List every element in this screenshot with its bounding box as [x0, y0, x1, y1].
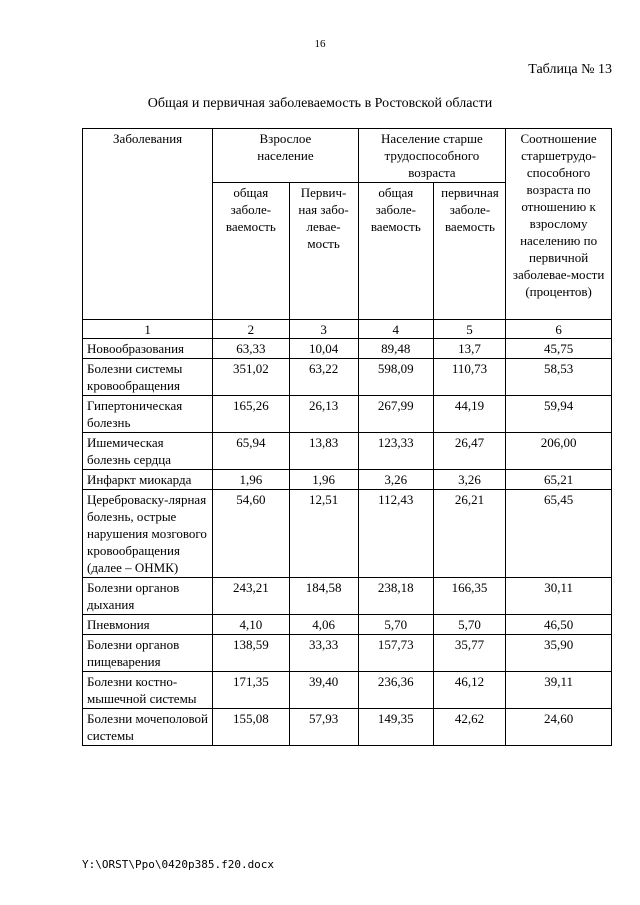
value-cell: 155,08 — [213, 709, 289, 746]
value-cell: 236,36 — [358, 672, 433, 709]
value-cell: 30,11 — [506, 578, 612, 615]
file-path-footer: Y:\ORST\Ppo\0420p385.f20.docx — [82, 858, 275, 871]
table-row — [83, 709, 612, 746]
value-cell: 26,21 — [433, 490, 505, 578]
column-number: 6 — [506, 320, 612, 339]
value-cell: 598,09 — [358, 359, 433, 396]
table-row — [83, 359, 612, 396]
value-cell: 1,96 — [213, 470, 289, 490]
value-cell: 89,48 — [358, 339, 433, 359]
value-cell: 138,59 — [213, 635, 289, 672]
value-cell: 206,00 — [506, 433, 612, 470]
disease-name-cell: Болезни органов дыхания — [83, 578, 213, 615]
value-cell: 10,04 — [289, 339, 358, 359]
table-row — [83, 490, 612, 578]
value-cell: 157,73 — [358, 635, 433, 672]
value-cell: 46,50 — [506, 615, 612, 635]
header-general-adult: общая заболе-ваемость — [213, 183, 289, 320]
value-cell: 110,73 — [433, 359, 505, 396]
value-cell: 33,33 — [289, 635, 358, 672]
header-ratio: Соотношение старшетрудо-способного возраста по отношению к взрослому населению по первичной заболевае-мости (процентов) — [506, 129, 612, 320]
table-row — [83, 433, 612, 470]
value-cell: 165,26 — [213, 396, 289, 433]
disease-name-cell: Болезни органов пищеварения — [83, 635, 213, 672]
page-number: 16 — [314, 38, 326, 50]
value-cell: 184,58 — [289, 578, 358, 615]
value-cell: 238,18 — [358, 578, 433, 615]
value-cell: 42,62 — [433, 709, 505, 746]
disease-name-cell: Инфаркт миокарда — [83, 470, 213, 490]
value-cell: 39,40 — [289, 672, 358, 709]
header-adult-group: Взрослое население — [213, 129, 358, 183]
table-label: Таблица № 13 — [528, 62, 612, 77]
value-cell: 26,47 — [433, 433, 505, 470]
morbidity-table — [82, 128, 612, 746]
value-cell: 65,21 — [506, 470, 612, 490]
disease-name-cell: Новообразования — [83, 339, 213, 359]
value-cell: 12,51 — [289, 490, 358, 578]
value-cell: 351,02 — [213, 359, 289, 396]
table-row — [83, 470, 612, 490]
value-cell: 243,21 — [213, 578, 289, 615]
table-row — [83, 672, 612, 709]
value-cell: 4,10 — [213, 615, 289, 635]
table-row — [83, 635, 612, 672]
header-general-elderly: общая заболе-ваемость — [358, 183, 433, 320]
value-cell: 63,33 — [213, 339, 289, 359]
value-cell: 24,60 — [506, 709, 612, 746]
table-row — [83, 578, 612, 615]
value-cell: 3,26 — [358, 470, 433, 490]
disease-name-cell: Цереброваску-лярная болезнь, острые нарушения мозгового кровообращения (далее – ОНМК) — [83, 490, 213, 578]
value-cell: 65,94 — [213, 433, 289, 470]
header-disease: Заболевания — [83, 129, 213, 320]
value-cell: 5,70 — [433, 615, 505, 635]
header-primary-adult: Первич-ная забо-левае-мость — [289, 183, 358, 320]
value-cell: 166,35 — [433, 578, 505, 615]
value-cell: 26,13 — [289, 396, 358, 433]
value-cell: 44,19 — [433, 396, 505, 433]
value-cell: 13,83 — [289, 433, 358, 470]
disease-name-cell: Болезни костно-мышечной системы — [83, 672, 213, 709]
column-number: 5 — [433, 320, 505, 339]
value-cell: 267,99 — [358, 396, 433, 433]
value-cell: 46,12 — [433, 672, 505, 709]
value-cell: 1,96 — [289, 470, 358, 490]
value-cell: 149,35 — [358, 709, 433, 746]
column-number-row — [83, 320, 612, 339]
header-elderly-group: Население старше трудоспособного возраста — [358, 129, 505, 183]
disease-name-cell: Гипертоническая болезнь — [83, 396, 213, 433]
value-cell: 57,93 — [289, 709, 358, 746]
disease-name-cell: Ишемическая болезнь сердца — [83, 433, 213, 470]
table-row — [83, 396, 612, 433]
value-cell: 65,45 — [506, 490, 612, 578]
column-number: 1 — [83, 320, 213, 339]
header-primary-elderly: первичная заболе-ваемость — [433, 183, 505, 320]
table-row — [83, 615, 612, 635]
value-cell: 58,53 — [506, 359, 612, 396]
value-cell: 4,06 — [289, 615, 358, 635]
value-cell: 45,75 — [506, 339, 612, 359]
value-cell: 13,7 — [433, 339, 505, 359]
value-cell: 171,35 — [213, 672, 289, 709]
column-number: 4 — [358, 320, 433, 339]
value-cell: 54,60 — [213, 490, 289, 578]
table-title: Общая и первичная заболеваемость в Ростовской области — [147, 96, 493, 111]
value-cell: 5,70 — [358, 615, 433, 635]
value-cell: 112,43 — [358, 490, 433, 578]
column-number: 3 — [289, 320, 358, 339]
table-row — [83, 339, 612, 359]
value-cell: 39,11 — [506, 672, 612, 709]
value-cell: 123,33 — [358, 433, 433, 470]
value-cell: 3,26 — [433, 470, 505, 490]
value-cell: 35,77 — [433, 635, 505, 672]
disease-name-cell: Болезни мочеполовой системы — [83, 709, 213, 746]
disease-name-cell: Болезни системы кровообращения — [83, 359, 213, 396]
value-cell: 59,94 — [506, 396, 612, 433]
column-number: 2 — [213, 320, 289, 339]
value-cell: 35,90 — [506, 635, 612, 672]
value-cell: 63,22 — [289, 359, 358, 396]
disease-name-cell: Пневмония — [83, 615, 213, 635]
